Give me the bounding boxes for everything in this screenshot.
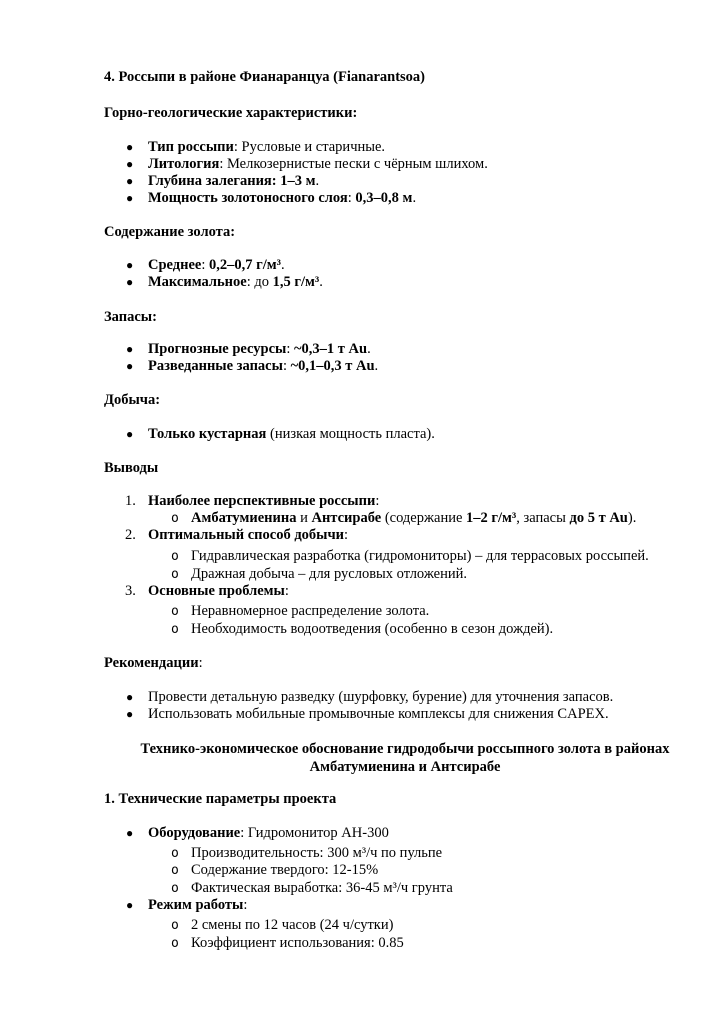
reserves-heading: Запасы: — [104, 309, 157, 325]
bullet-icon: ● — [126, 191, 134, 205]
teo-section-heading: 1. Технические параметры проекта — [104, 791, 337, 807]
circle-bullet-icon: o — [171, 622, 179, 637]
sub-list-item: Неравномерное распределение золота. — [191, 603, 430, 619]
sub-list-item: Амбатумиенина и Антсирабе (содержание 1–2 г/м³, запасы до 5 т Au). — [191, 510, 637, 526]
list-item: Основные проблемы: — [148, 583, 289, 599]
bullet-icon: ● — [126, 707, 134, 721]
list-item: Глубина залегания: 1–3 м. — [148, 173, 320, 189]
list-item: Максимальное: до 1,5 г/м³. — [148, 274, 323, 290]
sub-list-item: Гидравлическая разработка (гидромониторы) – для террасовых россыпей. — [191, 548, 649, 564]
circle-bullet-icon: o — [171, 863, 179, 878]
circle-bullet-icon: o — [171, 936, 179, 951]
list-item: Оптимальный способ добычи: — [148, 527, 349, 543]
sub-list-item: Фактическая выработка: 36-45 м³/ч грунта — [191, 880, 453, 896]
list-item: Режим работы: — [148, 897, 248, 913]
bullet-icon: ● — [126, 359, 134, 373]
list-item: Использовать мобильные промывочные комплексы для снижения CAPEX. — [148, 706, 609, 722]
sub-list-item: Производительность: 300 м³/ч по пульпе — [191, 845, 443, 861]
teo-title-line-2: Амбатумиенина и Антсирабе — [309, 759, 501, 775]
circle-bullet-icon: o — [171, 918, 179, 933]
circle-bullet-icon: o — [171, 881, 179, 896]
sub-list-item: Дражная добыча – для русловых отложений. — [191, 566, 467, 582]
list-item: Среднее: 0,2–0,7 г/м³. — [148, 257, 285, 273]
sub-list-item: Необходимость водоотведения (особенно в сезон дождей). — [191, 621, 554, 637]
circle-bullet-icon: o — [171, 549, 179, 564]
list-item: Тип россыпи: Русловые и старичные. — [148, 139, 386, 155]
geo-heading: Горно-геологические характеристики: — [104, 105, 358, 121]
list-item: Мощность золотоносного слоя: 0,3–0,8 м. — [148, 190, 417, 206]
teo-title-line-1: Технико-экономическое обоснование гидродобычи россыпного золота в районах — [140, 741, 670, 757]
bullet-icon: ● — [126, 898, 134, 912]
circle-bullet-icon: o — [171, 846, 179, 861]
bullet-icon: ● — [126, 140, 134, 154]
section-title: 4. Россыпи в районе Фианаранцуа (Fianarantsoa) — [104, 69, 426, 85]
list-item: Прогнозные ресурсы: ~0,3–1 т Au. — [148, 341, 371, 357]
list-item: Оборудование: Гидромонитор АН-300 — [148, 825, 389, 841]
recommendations-heading: Рекомендации: — [104, 655, 203, 671]
bullet-icon: ● — [126, 174, 134, 188]
conclusions-heading: Выводы — [104, 460, 159, 476]
list-item: Разведанные запасы: ~0,1–0,3 т Au. — [148, 358, 379, 374]
circle-bullet-icon: o — [171, 604, 179, 619]
list-item: Литология: Мелкозернистые пески с чёрным шлихом. — [148, 156, 488, 172]
list-item: Только кустарная (низкая мощность пласта). — [148, 426, 435, 442]
bullet-icon: ● — [126, 258, 134, 272]
bullet-icon: ● — [126, 826, 134, 840]
bullet-icon: ● — [126, 342, 134, 356]
list-number: 2. — [125, 527, 136, 543]
list-number: 3. — [125, 583, 136, 599]
bullet-icon: ● — [126, 157, 134, 171]
circle-bullet-icon: o — [171, 567, 179, 582]
list-number: 1. — [125, 493, 136, 509]
sub-list-item: Коэффициент использования: 0.85 — [191, 935, 404, 951]
bullet-icon: ● — [126, 275, 134, 289]
circle-bullet-icon: o — [171, 511, 179, 526]
list-item: Наиболее перспективные россыпи: — [148, 493, 380, 509]
mining-heading: Добыча: — [104, 392, 161, 408]
bullet-icon: ● — [126, 690, 134, 704]
gold-heading: Содержание золота: — [104, 224, 236, 240]
list-item: Провести детальную разведку (шурфовку, бурение) для уточнения запасов. — [148, 689, 614, 705]
sub-list-item: Содержание твердого: 12-15% — [191, 862, 379, 878]
sub-list-item: 2 смены по 12 часов (24 ч/сутки) — [191, 917, 394, 933]
bullet-icon: ● — [126, 427, 134, 441]
